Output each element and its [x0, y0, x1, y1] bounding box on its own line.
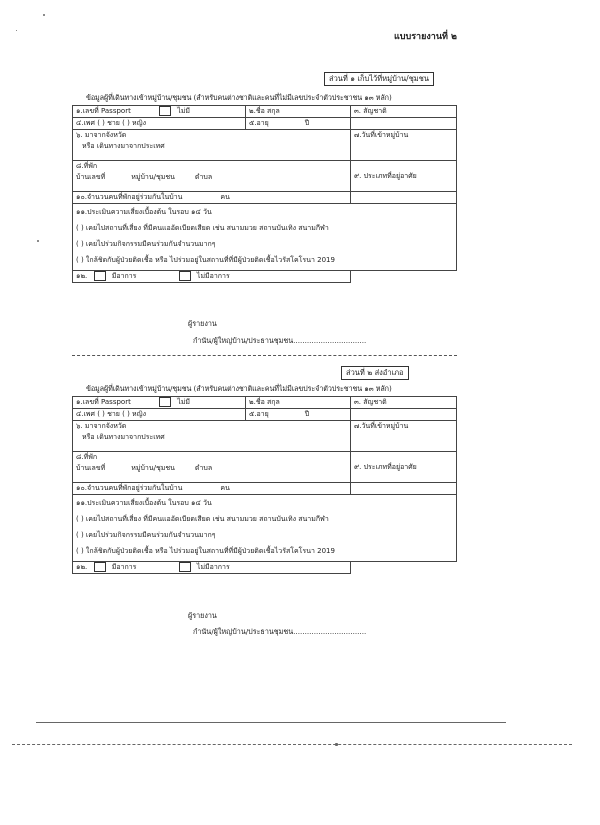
- form-row-symptoms: [73, 271, 457, 283]
- risk-title: ๑๑.ประเมินความเสี่ยงเบื้องต้น ในรอบ ๑๔ วัน: [76, 499, 212, 507]
- name-cell: ๒.ชื่อ สกุล: [246, 106, 351, 118]
- no-symptoms-label: ไม่มีอาการ: [196, 272, 230, 280]
- section-1-box-label: ส่วนที่ ๑ เก็บไว้ที่หมู่บ้าน/ชุมชน: [324, 72, 434, 86]
- section-2-heading: ข้อมูลผู้ที่เดินทางเข้าหมู่บ้าน/ชุมชน (สำหรับคนต่างชาติและคนที่ไม่มีเลขประจำตัวประชาชน ๑๓ หลัก): [86, 384, 392, 393]
- symptoms-cell: [73, 271, 351, 283]
- no-passport-checkbox[interactable]: [159, 106, 171, 116]
- cohabitants-unit: คน: [220, 193, 230, 201]
- gender-cell: ๔.เพศ ( ) ชาย ( ) หญิง: [73, 409, 246, 421]
- risk-covid-contact: ( ) ใกล้ชิดกับผู้ป่วยติดเชื้อ หรือ ไปร่วมอยู่ในสถานที่ที่มีผู้ป่วยติดเชื้อไวรัสโคโรนา 2019: [76, 547, 335, 555]
- form-row-identity: [73, 397, 457, 409]
- section-1-reporter-label: ผู้รายงาน: [188, 319, 217, 328]
- scan-speck: [37, 240, 39, 242]
- form-row-cohabitants: [73, 192, 457, 204]
- from-province-label: ๖. มาจากจังหวัด: [76, 131, 127, 139]
- section-2-form-table: [72, 396, 457, 574]
- age-unit: ปี: [304, 119, 310, 127]
- symptoms-blank-cell: [351, 562, 457, 574]
- address-cell: [73, 161, 351, 192]
- cohabitants-label: ๑๐.จำนวนคนที่พักอยู่ร่วมกันในบ้าน: [76, 193, 183, 201]
- village-label: หมู่บ้าน/ชุมชน: [131, 173, 175, 181]
- form-row-address: [73, 452, 457, 483]
- address-label: ๘.ที่พัก: [76, 162, 98, 170]
- section-2-reporter-label: ผู้รายงาน: [188, 611, 217, 620]
- risk-mass-gathering: ( ) เคยไปร่วมกิจกรรมมีคนร่วมกันจำนวนมากๆ: [76, 240, 216, 248]
- has-symptoms-label: มีอาการ: [111, 272, 137, 280]
- symptoms-blank-cell: [351, 271, 457, 283]
- age-label: ๕.อายุ: [249, 410, 269, 418]
- cohabitants-blank-cell: [351, 192, 457, 204]
- form-row-identity: [73, 106, 457, 118]
- address-line: [76, 463, 347, 474]
- section-2-signature-line: กำนัน/ผู้ใหญ่บ้าน/ประธานชุมชน................................: [193, 627, 367, 636]
- risk-title: ๑๑.ประเมินความเสี่ยงเบื้องต้น ในรอบ ๑๔ วัน: [76, 208, 212, 216]
- form-row-address: [73, 161, 457, 192]
- section-1-signature-line: กำนัน/ผู้ใหญ่บ้าน/ประธานชุมชน................................: [193, 336, 367, 345]
- section-1-form-table: [72, 105, 457, 283]
- scan-speck: [335, 743, 338, 746]
- from-country-label: หรือ เดินทางมาจากประเทศ: [82, 433, 165, 441]
- risk-crowded-place: ( ) เคยไปสถานที่เสี่ยง ที่มีคนแออัดเบียดเสียด เช่น สนามมวย สถานบันเทิง สนามกีฬา: [76, 515, 329, 523]
- has-symptoms-checkbox[interactable]: [94, 562, 106, 572]
- nationality-cell: ๓. สัญชาติ: [351, 397, 457, 409]
- arrival-date-cell: ๗.วันที่เข้าหมู่บ้าน: [351, 421, 457, 452]
- risk-assessment-cell: [73, 204, 457, 271]
- address-label: ๘.ที่พัก: [76, 453, 98, 461]
- has-symptoms-label: มีอาการ: [111, 563, 137, 571]
- subdistrict-label: ตำบล: [194, 173, 213, 181]
- cohabitants-label: ๑๐.จำนวนคนที่พักอยู่ร่วมกันในบ้าน: [76, 484, 183, 492]
- origin-cell: [73, 421, 351, 452]
- residence-type-cell: ๙. ประเภทที่อยู่อาศัย: [351, 452, 457, 483]
- has-symptoms-checkbox[interactable]: [94, 271, 106, 281]
- scan-speck: [16, 30, 17, 31]
- form-row-symptoms: [73, 562, 457, 574]
- scan-artifact-line: [12, 744, 572, 745]
- scan-artifact-line: [36, 722, 506, 723]
- form-row-gender-age: [73, 118, 457, 130]
- subdistrict-label: ตำบล: [194, 464, 213, 472]
- risk-assessment-cell: [73, 495, 457, 562]
- nationality-cell: ๓. สัญชาติ: [351, 106, 457, 118]
- age-cell: [246, 409, 351, 421]
- no-passport-label: ไม่มี: [177, 107, 191, 115]
- cohabitants-cell: [73, 483, 351, 495]
- cohabitants-blank-cell: [351, 483, 457, 495]
- passport-label: ๑.เลขที่ Passport: [76, 107, 131, 115]
- address-line: [76, 172, 347, 183]
- passport-label: ๑.เลขที่ Passport: [76, 398, 131, 406]
- form-row-gender-age: [73, 409, 457, 421]
- symptoms-cell: [73, 562, 351, 574]
- name-cell: ๒.ชื่อ สกุล: [246, 397, 351, 409]
- no-symptoms-checkbox[interactable]: [179, 562, 191, 572]
- house-number-label: บ้านเลขที่: [76, 464, 106, 472]
- section-1-heading: ข้อมูลผู้ที่เดินทางเข้าหมู่บ้าน/ชุมชน (สำหรับคนต่างชาติและคนที่ไม่มีเลขประจำตัวประชาชน ๑๓ หลัก): [86, 93, 392, 102]
- arrival-date-cell: ๗.วันที่เข้าหมู่บ้าน: [351, 130, 457, 161]
- cohabitants-cell: [73, 192, 351, 204]
- section-2-box-label: ส่วนที่ ๒ ส่งอำเภอ: [341, 366, 409, 380]
- from-country-label: หรือ เดินทางมาจากประเทศ: [82, 142, 165, 150]
- symptoms-number: ๑๒.: [76, 272, 88, 280]
- gender-age-blank-cell: [351, 409, 457, 421]
- form-row-risk: [73, 495, 457, 562]
- age-unit: ปี: [304, 410, 310, 418]
- no-symptoms-label: ไม่มีอาการ: [196, 563, 230, 571]
- village-label: หมู่บ้าน/ชุมชน: [131, 464, 175, 472]
- cohabitants-unit: คน: [220, 484, 230, 492]
- passport-cell: [73, 106, 246, 118]
- house-number-label: บ้านเลขที่: [76, 173, 106, 181]
- gender-cell: ๔.เพศ ( ) ชาย ( ) หญิง: [73, 118, 246, 130]
- risk-crowded-place: ( ) เคยไปสถานที่เสี่ยง ที่มีคนแออัดเบียดเสียด เช่น สนามมวย สถานบันเทิง สนามกีฬา: [76, 224, 329, 232]
- form-row-risk: [73, 204, 457, 271]
- no-symptoms-checkbox[interactable]: [179, 271, 191, 281]
- no-passport-label: ไม่มี: [177, 398, 191, 406]
- gender-age-blank-cell: [351, 118, 457, 130]
- risk-covid-contact: ( ) ใกล้ชิดกับผู้ป่วยติดเชื้อ หรือ ไปร่วมอยู่ในสถานที่ที่มีผู้ป่วยติดเชื้อไวรัสโคโรนา 2019: [76, 256, 335, 264]
- risk-mass-gathering: ( ) เคยไปร่วมกิจกรรมมีคนร่วมกันจำนวนมากๆ: [76, 531, 216, 539]
- form-title: แบบรายงานที่ ๒: [394, 32, 457, 42]
- scan-speck: [43, 14, 45, 16]
- from-province-label: ๖. มาจากจังหวัด: [76, 422, 127, 430]
- address-cell: [73, 452, 351, 483]
- residence-type-cell: ๙. ประเภทที่อยู่อาศัย: [351, 161, 457, 192]
- form-row-origin: [73, 421, 457, 452]
- origin-cell: [73, 130, 351, 161]
- age-cell: [246, 118, 351, 130]
- form-row-origin: [73, 130, 457, 161]
- symptoms-number: ๑๒.: [76, 563, 88, 571]
- form-row-cohabitants: [73, 483, 457, 495]
- cut-line-divider: [72, 355, 457, 356]
- no-passport-checkbox[interactable]: [159, 397, 171, 407]
- passport-cell: [73, 397, 246, 409]
- age-label: ๕.อายุ: [249, 119, 269, 127]
